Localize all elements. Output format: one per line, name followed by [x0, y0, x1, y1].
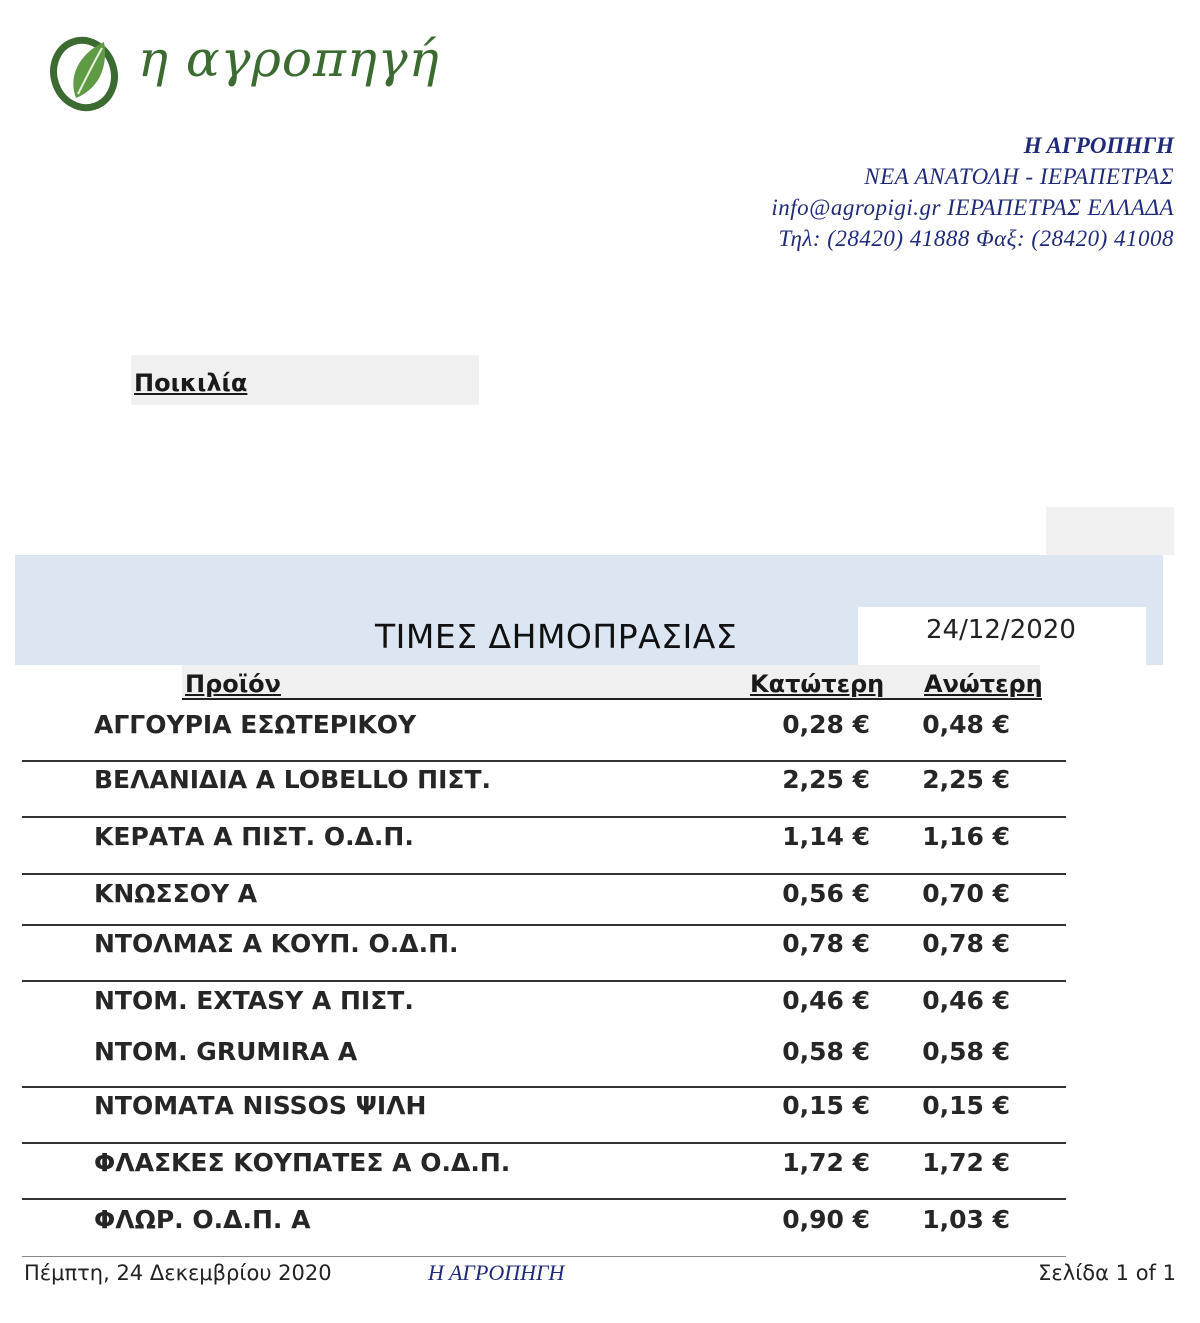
company-address: ΝΕΑ ΑΝΑΤΟΛΗ - ΙΕΡΑΠΕΤΡΑΣ — [864, 164, 1174, 189]
row-product: ΝΤΟΜ. EXTASY Α ΠΙΣΤ. — [94, 986, 414, 1015]
column-header-low: Κατώτερη — [750, 670, 885, 698]
footer-date: Πέμπτη, 24 Δεκεμβρίου 2020 — [24, 1261, 332, 1285]
row-divider — [22, 924, 1066, 926]
report-title: ΤΙΜΕΣ ΔΗΜΟΠΡΑΣΙΑΣ — [375, 617, 738, 656]
report-date: 24/12/2020 — [926, 615, 1076, 645]
row-high-price: 0,15 € — [922, 1091, 1010, 1120]
row-low-price: 0,28 € — [782, 710, 870, 739]
row-divider — [22, 980, 1066, 982]
row-product: ΚΝΩΣΣΟΥ Α — [94, 879, 258, 908]
column-header-product: Προϊόν — [185, 670, 281, 698]
row-high-price: 0,48 € — [922, 710, 1010, 739]
row-low-price: 1,14 € — [782, 822, 870, 851]
row-product: ΦΛΑΣΚΕΣ ΚΟΥΠΑΤΕΣ Α Ο.Δ.Π. — [94, 1148, 511, 1177]
row-product: ΒΕΛΑΝΙΔΙΑ Α LOBELLO ΠΙΣΤ. — [94, 765, 492, 794]
row-low-price: 0,46 € — [782, 986, 870, 1015]
row-low-price: 0,78 € — [782, 929, 870, 958]
company-phone: Τηλ: (28420) 41888 Φαξ: (28420) 41008 — [778, 226, 1174, 251]
row-high-price: 2,25 € — [922, 765, 1010, 794]
row-low-price: 2,25 € — [782, 765, 870, 794]
row-product: ΝΤΟΛΜΑΣ Α ΚΟΥΠ. Ο.Δ.Π. — [94, 929, 459, 958]
row-low-price: 0,15 € — [782, 1091, 870, 1120]
row-product: ΝΤΟΜ. GRUMIRA Α — [94, 1037, 358, 1066]
footer-rule — [22, 1256, 1066, 1257]
column-header-high: Ανώτερη — [924, 670, 1043, 698]
page-number: Σελίδα 1 of 1 — [1038, 1261, 1176, 1285]
company-name: Η ΑΓΡΟΠΗΓΗ — [1023, 133, 1174, 158]
row-product: ΝΤΟΜΑΤΑ NISSOS ΨΙΛΗ — [94, 1091, 427, 1120]
row-divider — [22, 760, 1066, 762]
footer-company: Η ΑΓΡΟΠΗΓΗ — [428, 1260, 565, 1285]
row-divider — [22, 1198, 1066, 1200]
row-high-price: 1,16 € — [922, 822, 1010, 851]
row-divider — [22, 1086, 1066, 1088]
row-high-price: 0,78 € — [922, 929, 1010, 958]
row-high-price: 0,58 € — [922, 1037, 1010, 1066]
row-low-price: 0,90 € — [782, 1205, 870, 1234]
leaf-logo-icon — [48, 32, 124, 112]
variety-label: Ποικιλία — [134, 369, 248, 397]
row-divider — [22, 1142, 1066, 1144]
row-high-price: 1,03 € — [922, 1205, 1010, 1234]
row-product: ΦΛΩΡ. Ο.Δ.Π. Α — [94, 1205, 311, 1234]
row-high-price: 0,70 € — [922, 879, 1010, 908]
row-low-price: 0,58 € — [782, 1037, 870, 1066]
table-header — [182, 665, 1040, 699]
row-product: ΚΕΡΑΤΑ Α ΠΙΣΤ. Ο.Δ.Π. — [94, 822, 414, 851]
row-low-price: 0,56 € — [782, 879, 870, 908]
row-high-price: 0,46 € — [922, 986, 1010, 1015]
logo-wordmark: η αγροπηγή — [138, 30, 440, 88]
blank-field — [1046, 507, 1174, 555]
company-info — [771, 130, 1174, 254]
row-high-price: 1,72 € — [922, 1148, 1010, 1177]
company-email: info@agropigi.gr ΙΕΡΑΠΕΤΡΑΣ ΕΛΛΑΔΑ — [771, 195, 1174, 220]
row-divider — [22, 816, 1066, 818]
header-rule — [182, 698, 1042, 700]
row-low-price: 1,72 € — [782, 1148, 870, 1177]
row-product: ΑΓΓΟΥΡΙΑ ΕΣΩΤΕΡΙΚΟΥ — [94, 710, 417, 739]
row-divider — [22, 873, 1066, 875]
